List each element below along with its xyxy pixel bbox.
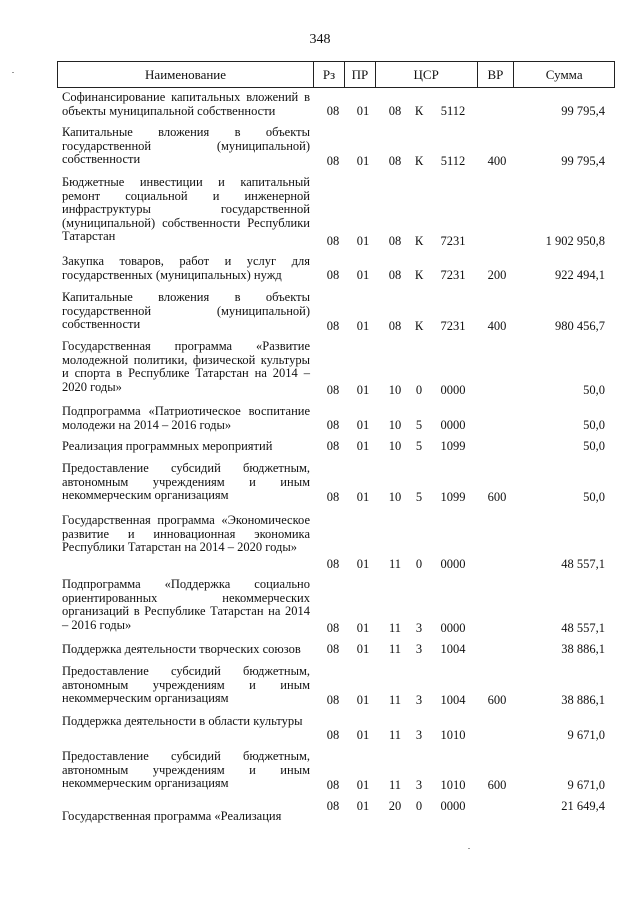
- scan-speck: [468, 848, 470, 849]
- row-vr: 600: [487, 490, 507, 504]
- row-csr-program: 10: [388, 439, 402, 453]
- row-pr: 01: [356, 621, 370, 635]
- row-csr-code: 7231: [440, 319, 466, 333]
- row-csr-code: 1010: [440, 728, 466, 742]
- row-name: Подпрограмма «Поддержка социально ориентированных некоммерческих организаций в Республике Татарстан на 2014 – 2016 годы»: [62, 577, 310, 632]
- row-csr-code: 0000: [440, 383, 466, 397]
- row-pr: 01: [356, 557, 370, 571]
- row-csr-letter: К: [414, 154, 424, 168]
- row-csr-program: 10: [388, 490, 402, 504]
- row-sum: 1 902 950,8: [545, 234, 605, 248]
- row-pr: 01: [356, 104, 370, 118]
- row-vr: 600: [487, 778, 507, 792]
- row-pr: 01: [356, 642, 370, 656]
- row-name: Бюджетные инвестиции и капитальный ремонт социальной и инженерной инфраструктуры государственной (муниципальной) собственности Республики Татарстан: [62, 175, 310, 243]
- row-csr-code: 5112: [440, 104, 466, 118]
- row-sum: 50,0: [583, 418, 605, 432]
- row-pr: 01: [356, 234, 370, 248]
- row-pr: 01: [356, 418, 370, 432]
- row-sum: 922 494,1: [555, 268, 605, 282]
- row-sum: 980 456,7: [555, 319, 605, 333]
- row-csr-letter: К: [414, 319, 424, 333]
- row-csr-program: 11: [388, 642, 402, 656]
- row-name: Предоставление субсидий бюджетным, автономным учреждениям и иным некоммерческим организациям: [62, 749, 310, 790]
- header-name: Наименование: [58, 62, 314, 87]
- row-rz: 08: [326, 728, 340, 742]
- row-pr: 01: [356, 799, 370, 813]
- row-csr-program: 11: [388, 693, 402, 707]
- row-sum: 21 649,4: [561, 799, 605, 813]
- row-csr-code: 0000: [440, 799, 466, 813]
- row-rz: 08: [326, 439, 340, 453]
- row-sum: 50,0: [583, 439, 605, 453]
- row-pr: 01: [356, 154, 370, 168]
- row-csr-code: 1010: [440, 778, 466, 792]
- row-sum: 38 886,1: [561, 642, 605, 656]
- row-rz: 08: [326, 621, 340, 635]
- header-vr: ВР: [478, 62, 515, 87]
- row-name: Государственная программа «Развитие молодежной политики, физической культуры и спорта в Республике Татарстан на 2014 – 2020 годы»: [62, 339, 310, 394]
- row-csr-letter: 3: [415, 621, 423, 635]
- row-csr-letter: 5: [415, 439, 423, 453]
- row-rz: 08: [326, 642, 340, 656]
- row-csr-program: 08: [388, 268, 402, 282]
- row-csr-code: 1099: [440, 439, 466, 453]
- row-rz: 08: [326, 268, 340, 282]
- row-name: Подпрограмма «Патриотическое воспитание молодежи на 2014 – 2016 годы»: [62, 404, 310, 432]
- row-csr-program: 20: [388, 799, 402, 813]
- row-csr-code: 0000: [440, 418, 466, 432]
- row-csr-letter: 3: [415, 642, 423, 656]
- row-csr-code: 0000: [440, 621, 466, 635]
- row-name: Государственная программа «Реализация: [62, 809, 282, 823]
- row-vr: 200: [487, 268, 507, 282]
- page-number: 348: [309, 32, 331, 47]
- header-sum: Сумма: [545, 66, 583, 82]
- row-vr: 400: [487, 154, 507, 168]
- row-sum: 50,0: [583, 490, 605, 504]
- row-pr: 01: [356, 439, 370, 453]
- row-pr: 01: [356, 728, 370, 742]
- row-rz: 08: [326, 778, 340, 792]
- row-csr-program: 11: [388, 778, 402, 792]
- row-csr-letter: 0: [415, 557, 423, 571]
- row-csr-letter: 0: [415, 799, 423, 813]
- row-csr-program: 11: [388, 557, 402, 571]
- row-csr-program: 11: [388, 621, 402, 635]
- table-header: [57, 61, 615, 88]
- row-name: Предоставление субсидий бюджетным, автономным учреждениям и иным некоммерческим организациям: [62, 664, 310, 705]
- row-csr-letter: К: [414, 268, 424, 282]
- row-csr-program: 08: [388, 319, 402, 333]
- row-csr-code: 1004: [440, 693, 466, 707]
- row-csr-program: 10: [388, 418, 402, 432]
- row-vr: 400: [487, 319, 507, 333]
- row-pr: 01: [356, 778, 370, 792]
- row-name: Реализация программных мероприятий: [62, 439, 273, 453]
- row-name: Капитальные вложения в объекты государственной (муниципальной) собственности: [62, 290, 310, 331]
- row-csr-letter: 5: [415, 490, 423, 504]
- row-rz: 08: [326, 799, 340, 813]
- row-csr-letter: 0: [415, 383, 423, 397]
- row-rz: 08: [326, 319, 340, 333]
- row-sum: 9 671,0: [567, 728, 605, 742]
- row-name: Софинансирование капитальных вложений в объекты муниципальной собственности: [62, 90, 310, 118]
- row-sum: 50,0: [583, 383, 605, 397]
- row-csr-letter: К: [414, 234, 424, 248]
- header-csr: ЦСР: [376, 62, 478, 87]
- row-name: Поддержка деятельности творческих союзов: [62, 642, 301, 656]
- row-pr: 01: [356, 693, 370, 707]
- scan-speck: [12, 72, 14, 73]
- row-sum: 48 557,1: [561, 621, 605, 635]
- row-name: Поддержка деятельности в области культуры: [62, 714, 303, 728]
- header-rz: Рз: [314, 62, 345, 87]
- row-csr-program: 08: [388, 104, 402, 118]
- row-csr-code: 0000: [440, 557, 466, 571]
- row-rz: 08: [326, 557, 340, 571]
- row-sum: 9 671,0: [567, 778, 605, 792]
- row-rz: 08: [326, 383, 340, 397]
- row-rz: 08: [326, 418, 340, 432]
- row-sum: 99 795,4: [561, 154, 605, 168]
- row-vr: 600: [487, 693, 507, 707]
- row-name: Предоставление субсидий бюджетным, автономным учреждениям и иным некоммерческим организациям: [62, 461, 310, 502]
- row-rz: 08: [326, 490, 340, 504]
- row-rz: 08: [326, 104, 340, 118]
- row-csr-program: 11: [388, 728, 402, 742]
- row-name: Государственная программа «Экономическое развитие и инновационная экономика Республики Татарстан на 2014 – 2020 годы»: [62, 513, 310, 554]
- row-rz: 08: [326, 154, 340, 168]
- row-pr: 01: [356, 490, 370, 504]
- row-sum: 38 886,1: [561, 693, 605, 707]
- row-sum: 48 557,1: [561, 557, 605, 571]
- row-rz: 08: [326, 234, 340, 248]
- row-csr-code: 1099: [440, 490, 466, 504]
- row-pr: 01: [356, 268, 370, 282]
- row-name: Капитальные вложения в объекты государственной (муниципальной) собственности: [62, 125, 310, 166]
- row-csr-program: 08: [388, 154, 402, 168]
- row-csr-program: 10: [388, 383, 402, 397]
- row-name: Закупка товаров, работ и услуг для государственных (муниципальных) нужд: [62, 254, 310, 282]
- row-csr-code: 7231: [440, 234, 466, 248]
- row-csr-code: 1004: [440, 642, 466, 656]
- row-csr-letter: 3: [415, 728, 423, 742]
- row-rz: 08: [326, 693, 340, 707]
- row-csr-letter: 3: [415, 778, 423, 792]
- row-csr-letter: К: [414, 104, 424, 118]
- row-csr-letter: 3: [415, 693, 423, 707]
- row-csr-code: 7231: [440, 268, 466, 282]
- row-pr: 01: [356, 319, 370, 333]
- row-pr: 01: [356, 383, 370, 397]
- row-csr-code: 5112: [440, 154, 466, 168]
- row-sum: 99 795,4: [561, 104, 605, 118]
- row-csr-letter: 5: [415, 418, 423, 432]
- row-csr-program: 08: [388, 234, 402, 248]
- header-pr: ПР: [345, 62, 376, 87]
